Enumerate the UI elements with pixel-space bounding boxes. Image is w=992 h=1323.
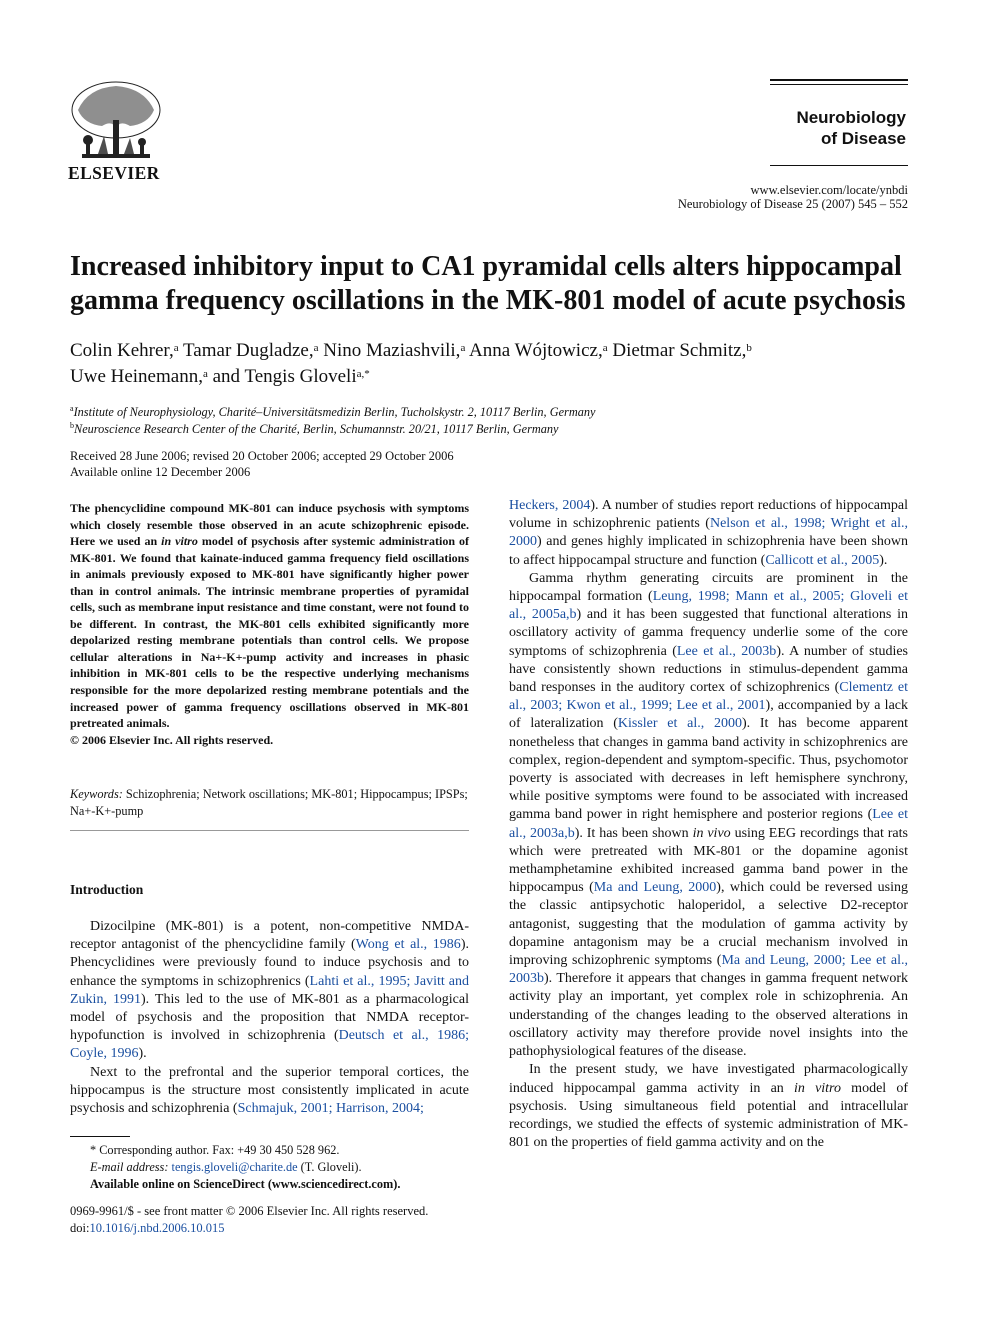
paragraph [70,918,469,1064]
affiliation-a: $^a$Institute of Neurophysiology, Charité–Universitätsmedizin Berlin, Tucholskystr. 2, 10117 Berlin, Germany [70,404,596,420]
journal-rule-top [770,79,908,81]
abstract: The phencyclidine compound MK-801 can induce psychosis with symptoms which closely resemble those observed in an acute schizophrenic episode. Here we used an in vitro model of psychosis after systemic administration of MK-801. We found that kainate-induced gamma frequency field oscillations in animals previously exposed to MK-801 have significantly higher power than in control animals. The intrinsic membrane properties of pyramidal cells, such as membrane input resistance and time constant, were not found to be different. In contrast, the MK-801 cells exhibited significantly more depolarized resting membrane potentials than control cells. We propose cellular alterations in Na+-K+-pump activity and increases in phasic inhibition in MK-801 cells to be the respective underlying mechanisms responsible for the more depolarized resting membrane potentials and the increased power of gamma frequency oscillations observed in MK-801 pretreated animals. © 2006 Elsevier Inc. All rights reserved. [70,501,470,747]
author[interactable]: Anna Wójtowicz,$^a$ [469,340,608,361]
right-column-body [509,497,908,1152]
author[interactable]: Tamar Dugladze,$^a$ [183,340,319,361]
author[interactable]: Colin Kehrer,$^a$ [70,340,179,361]
text-run: ). This led to the use of MK-801 as a pharmacological model of psychosis and the proposition that NMDA receptor-hypofunction is involved in schizophrenia ( [70,991,469,1044]
text-run: ), accompanied by a lack of lateralization ( [509,698,908,732]
citation-link[interactable]: Lee et al., 2003b [676,643,777,659]
italic-text: in vivo [692,825,731,841]
corresponding-author-note: * Corresponding author. Fax: +49 30 450 528 962. [90,1143,340,1157]
keywords-label: Keywords: [70,787,123,801]
paragraph [70,1064,469,1119]
author[interactable]: Dietmar Schmitz,$^b$ [612,340,752,361]
doi-link[interactable]: 10.1016/j.nbd.2006.10.015 [89,1221,225,1235]
email-link[interactable]: tengis.gloveli@charite.de [171,1159,298,1174]
dates-received: Received 28 June 2006; revised 20 October 2006; accepted 29 October 2006 [70,449,454,463]
author[interactable]: Uwe Heinemann,$^a$ [70,366,208,387]
text-run: ). [138,1046,147,1062]
journal-rule-bottom [770,165,908,166]
paragraph [509,570,908,1061]
journal-name-line2: of Disease [820,129,906,148]
text-run: using EEG recordings that rats which were pretreated with MK-801 or the dopamine agonist methamphetamine exhibited increased gamma band power in the hippocampus ( [509,825,908,896]
text-run: ). A number of studies report reductions of hippocampal volume in schizophrenic patients ( [509,498,908,532]
keywords [70,786,469,819]
citation-link[interactable]: Wong et al., 1986 [355,937,461,953]
journal-name [720,107,906,149]
doi-line: doi:10.1016/j.nbd.2006.10.015 [70,1221,225,1235]
abstract-divider [70,830,469,831]
text-run: ) and it has been suggested that functional alterations in oscillatory activity of gamma frequency underlie some of the core symptoms of schizophrenia ( [509,607,908,659]
text-run: ). Phencyclidines were previously found to induce psychosis and to enhance the symptoms in schizophrenics ( [70,937,469,989]
dates-online: Available online 12 December 2006 [70,465,251,479]
keywords-text: Schizophrenia; Network oscillations; MK-801; Hippocampus; IPSPs; Na+-K+-pump [70,787,468,818]
paragraph [509,1061,908,1152]
text-run: ). It has become apparent nonetheless that changes in gamma band activity in schizophrenics are complex, region-dependent and symptom-specific. Thus, psychomotor poverty is associated with decreases in left hemisphere synchrony, while positive symptoms were found to be associated with increased gamma band power in right hemisphere and posterior regions ( [509,716,908,823]
text-run: In the present study, we have investigated pharmacologically induced hippocampal gamma activity in an [509,1062,908,1096]
text-run: Next to the prefrontal and the superior temporal cortices, the hippocampus is the structure most consistently implicated in acute psychosis and schizophrenia ( [70,1064,469,1117]
citation-link[interactable]: Kissler et al., 2000 [617,716,742,732]
journal-citation: Neurobiology of Disease 25 (2007) 545 – 552 [677,197,908,211]
citation-link[interactable]: Lee et al., 2003a,b [509,807,908,841]
email-note: E-mail address: tengis.gloveli@charite.de (T. Gloveli). [90,1159,362,1174]
citation-link[interactable]: Nelson et al., 1998; Wright et al., 2000 [509,516,908,550]
text-run: Gamma rhythm generating circuits are prominent in the hippocampal formation ( [509,570,908,605]
introduction-body [70,918,469,1118]
text-run: Dizocilpine (MK-801) is a potent, non-competitive NMDA-receptor antagonist of the phencyclidine family ( [70,919,469,953]
abstract-copyright: © 2006 Elsevier Inc. All rights reserved. [70,732,274,747]
citation-link[interactable]: Clementz et al., 2003; Kwon et al., 1999; Lee et al., 2001 [509,680,908,714]
author-conjunction: and [212,366,241,387]
citation-link[interactable]: Lahti et al., 1995; Javitt and Zukin, 1991 [70,973,469,1007]
sciencedirect-note: Available online on ScienceDirect (www.sciencedirect.com). [90,1176,401,1191]
journal-name-line1: Neurobiology [796,108,906,127]
issn-line: 0969-9961/$ - see front matter © 2006 Elsevier Inc. All rights reserved. [70,1204,429,1218]
author-list [70,338,910,390]
citation-link[interactable]: Leung, 1998; Mann et al., 2005; Gloveli et al., 2005a,b [509,589,909,623]
citation-link[interactable]: Ma and Leung, 2000; Lee et al., 2003b [509,953,908,987]
citation-link[interactable]: Heckers, 2004 [509,498,591,513]
citation-link[interactable]: Deutsch et al., 1986; Coyle, 1996 [70,1028,469,1062]
section-heading-introduction: Introduction [70,882,144,897]
journal-url[interactable]: www.elsevier.com/locate/ynbdi [750,183,908,197]
text-run: ) and genes highly implicated in schizophrenia have been shown to affect hippocampal structure and function ( [509,534,908,568]
citation-link[interactable]: Callicott et al., 2005 [765,552,880,568]
paragraph [509,497,908,570]
article-title: Increased inhibitory input to CA1 pyramidal cells alters hippocampal gamma frequency oscillations in the MK-801 model of acute psychosis [70,251,906,316]
author[interactable]: Nino Maziashvili,$^a$ [323,340,466,361]
text-run: ). Therefore it appears that changes in gamma frequent network activity play an important, yet complex role in schizophrenia. An understanding of the changes leading to the observed alterations in oscillatory activity may therefore provide novel insights into the pathophysiological features of the disease. [509,971,908,1060]
footnote-divider [70,1136,130,1137]
front-matter [70,1203,490,1237]
text-run: ). It has been shown [574,825,693,841]
text-run: ). A number of studies have consistently shown reductions in stimulus-dependent gamma band responses in the auditory cortex of schizophrenics ( [509,643,909,696]
citation-link[interactable]: Ma and Leung, 2000 [593,880,717,896]
article-dates [70,448,670,480]
text-run: ), which could be reversed using the classic antipsychotic haloperidol, a selective D2-receptor antagonist, suggesting that the modulation of gamma activity by dopamine antagonism may be a crucial mechanism involved in improving schizophrenic symptoms ( [509,880,908,969]
affiliation-b: $^b$Neuroscience Research Center of the Charité, Berlin, Schumannstr. 20/21, 10117 Berlin, Germany [70,421,559,437]
text-run: ). [879,552,888,568]
citation-link[interactable]: Schmajuk, 2001; Harrison, 2004; [237,1101,424,1117]
italic-text: in vitro [794,1080,841,1096]
publisher-name: ELSEVIER [68,163,160,183]
journal-rule-top-thin [770,84,908,85]
text-run: model of psychosis. Using simultaneous field potential and intracellular recordings, we studied the effects of systemic administration of MK-801 on the properties of field gamma activity and on the [509,1080,909,1151]
author[interactable]: Tengis Gloveli$^{a,*}$ [244,366,370,387]
footnotes [70,1142,469,1192]
